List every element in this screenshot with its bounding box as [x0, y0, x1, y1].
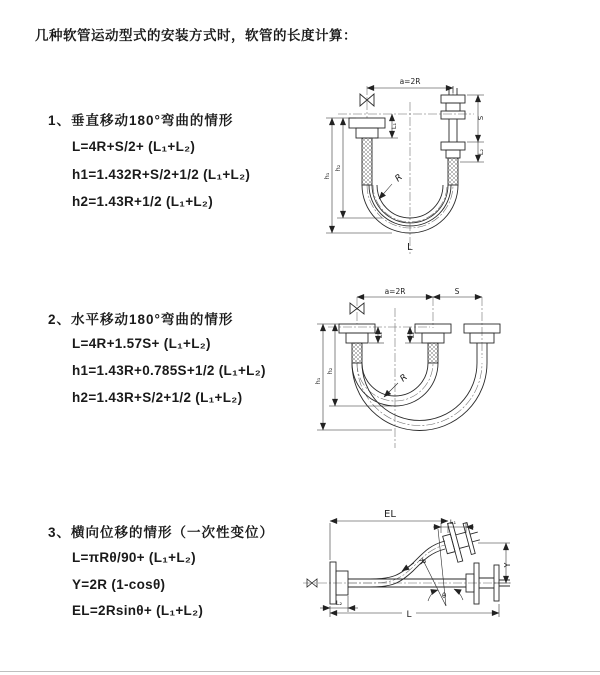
diagram-lateral-displacement [298, 505, 598, 640]
dim-label-el: EL [384, 509, 396, 520]
centerlines [303, 545, 512, 583]
angle-label: θ [442, 592, 447, 600]
dim-label-l1: L₁ [390, 122, 398, 130]
diagram-vertical-180-bend [312, 72, 590, 262]
section-2-formula-L: L=4R+1.57S+ (L₁+L₂) [72, 336, 211, 351]
middle-braided-hose [428, 343, 438, 363]
dim-label-l1: L₁ [376, 331, 384, 339]
hose-arcs [352, 363, 487, 431]
centerlines [328, 297, 482, 448]
dim-label-l: L [406, 610, 412, 620]
dim-label-s: S [477, 115, 485, 121]
section-3-formula-Y: Y=2R (1-cosθ) [72, 577, 166, 592]
dim-label-h2: h₂ [326, 367, 334, 375]
section-1-heading: 1、垂直移动180°弯曲的情形 [48, 113, 234, 128]
left-braided-hose [352, 343, 362, 363]
section-3-formula-L: L=πRθ/90+ (L₁+L₂) [72, 550, 196, 565]
page-title: 几种软管运动型式的安装方式时，软管的长度计算： [35, 28, 357, 43]
dim-label-h1: h₁ [323, 172, 331, 180]
dim-label-h1: h₁ [314, 377, 322, 385]
length-label: L [407, 242, 413, 253]
dim-label-a2r: a=2R [384, 287, 406, 296]
dim-label-l2: L₂ [408, 331, 416, 339]
right-end-fitting [441, 88, 465, 158]
dim-label-y: Y [503, 562, 512, 568]
dimension-lines [317, 297, 482, 430]
dim-label-h2: h₂ [334, 164, 342, 172]
left-braided-hose [362, 138, 372, 185]
section-3-heading: 3、横向位移的情形（一次性变位） [48, 525, 275, 540]
dim-label-l2: L₂ [335, 599, 343, 607]
section-1-formula-L: L=4R+S/2+ (L₁+L₂) [72, 139, 196, 154]
section-3-formula-EL: EL=2Rsinθ+ (L₁+L₂) [72, 603, 204, 618]
section-2-formula-h1: h1=1.43R+0.785S+1/2 (L₁+L₂) [72, 363, 266, 378]
right-braided-hose [448, 158, 458, 185]
page-bottom-edge [0, 671, 600, 672]
dim-label-a2r: a=2R [399, 77, 421, 86]
diagram-horizontal-180-bend [310, 283, 600, 453]
section-2-heading: 2、水平移动180°弯曲的情形 [48, 312, 234, 327]
displaced-hose [348, 541, 445, 587]
dim-label-l2: L₂ [477, 148, 485, 156]
dim-label-s: S [454, 287, 460, 296]
left-end-fitting [349, 118, 385, 138]
section-1-formula-h2: h2=1.43R+1/2 (L₁+L₂) [72, 194, 214, 209]
radius-label: R [393, 172, 405, 185]
section-1-formula-h1: h1=1.432R+S/2+1/2 (L₁+L₂) [72, 167, 251, 182]
radius-label: R [417, 557, 428, 566]
radius-label: R [398, 372, 410, 385]
displaced-flange [440, 517, 484, 565]
section-2-formula-h2: h2=1.43R+S/2+1/2 (L₁+L₂) [72, 390, 243, 405]
dim-label-l1: L₁ [449, 518, 457, 526]
